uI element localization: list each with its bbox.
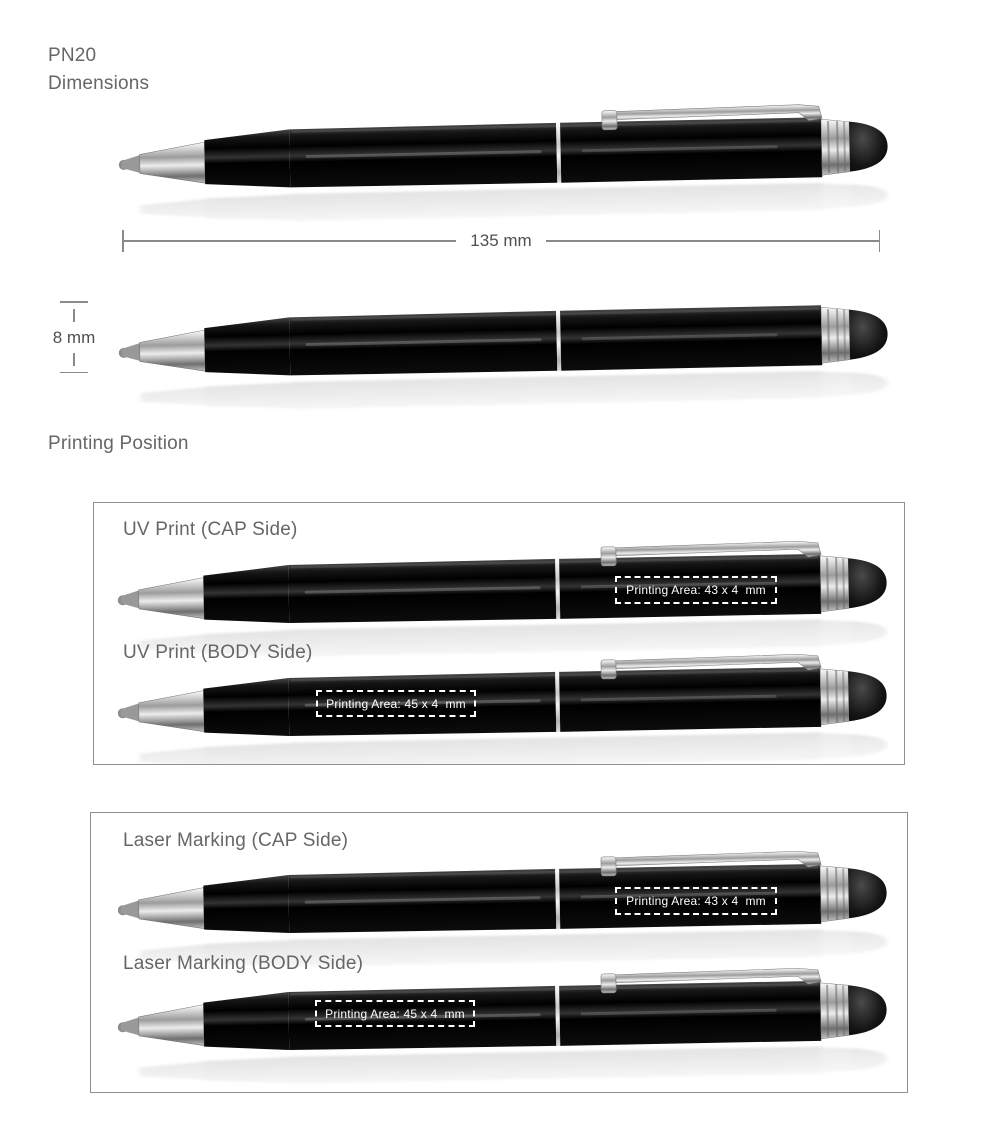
uv-print-box	[93, 502, 905, 765]
length-value: 135 mm	[470, 231, 532, 250]
dimension-line	[124, 240, 457, 242]
dimension-line	[73, 309, 75, 322]
dimensions-subtitle: Dimensions	[48, 72, 150, 94]
pen-image-laser-body	[108, 966, 890, 1093]
pen-illustration	[108, 966, 890, 1093]
pen-illustration	[108, 652, 890, 765]
laser-cap-label: Laser Marking (CAP Side)	[123, 830, 349, 851]
laser-body-label: Laser Marking (BODY Side)	[123, 953, 364, 974]
height-value: 8 mm	[52, 327, 96, 347]
laser-marking-box	[90, 812, 908, 1093]
dimension-line	[546, 240, 879, 242]
dimension-tick-right	[879, 230, 881, 252]
dimension-tick-bottom	[60, 372, 88, 374]
pen-illustration	[109, 102, 891, 238]
page-title	[48, 42, 149, 97]
dimension-line	[73, 353, 75, 366]
uv-cap-printing-area: Printing Area: 43 x 4 mm	[615, 576, 777, 604]
pen-image-uv-body	[108, 652, 890, 765]
uv-print-body-label: UV Print (BODY Side)	[123, 642, 313, 663]
length-dimension	[122, 230, 880, 252]
printing-position-heading: Printing Position	[48, 433, 189, 454]
laser-body-printing-area: Printing Area: 45 x 4 mm	[315, 1000, 475, 1027]
pen-image-top-view	[109, 102, 891, 238]
product-code: PN20	[48, 45, 97, 66]
uv-body-printing-area: Printing Area: 45 x 4 mm	[316, 690, 476, 717]
dimension-tick-top	[60, 301, 88, 303]
height-dimension	[46, 301, 102, 373]
pen-illustration	[109, 290, 891, 426]
laser-cap-printing-area: Printing Area: 43 x 4 mm	[615, 887, 777, 915]
uv-print-cap-label: UV Print (CAP Side)	[123, 519, 298, 540]
pen-image-side-view	[109, 290, 891, 426]
